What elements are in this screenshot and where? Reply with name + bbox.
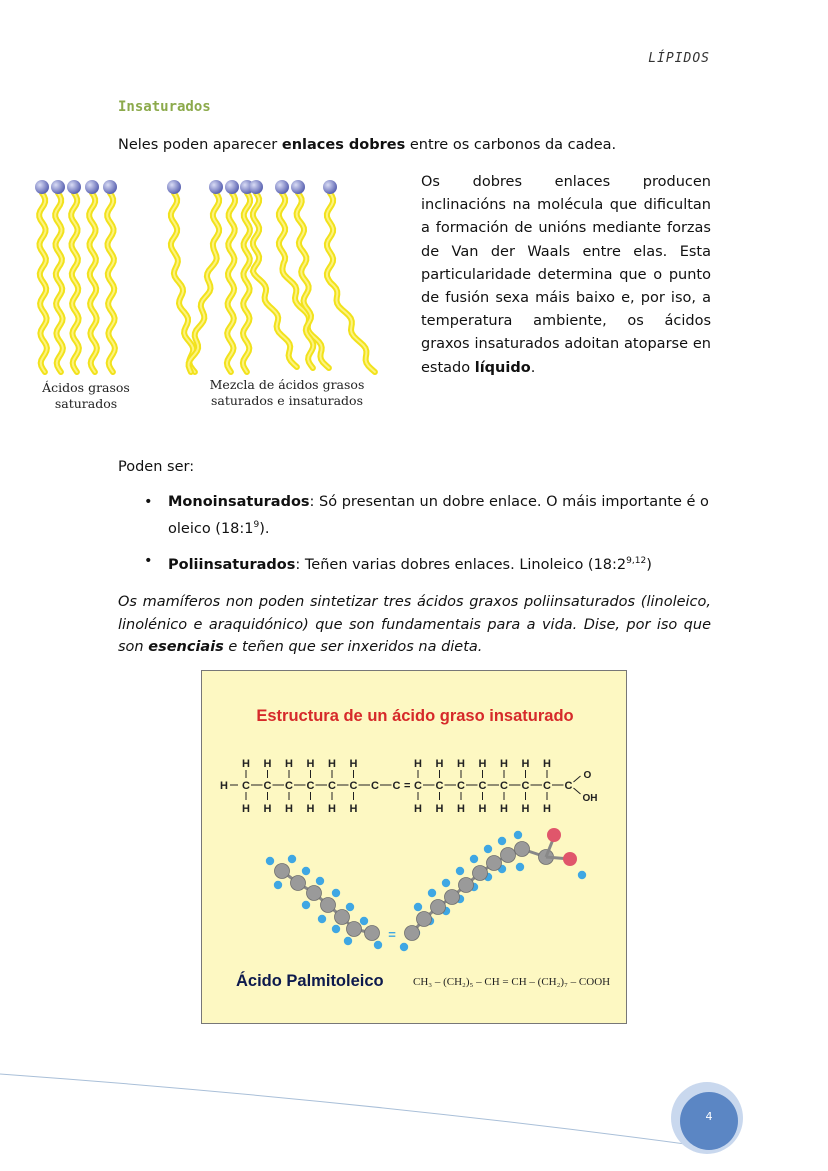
carbon-label: C [371,780,379,792]
double-bond-description [421,171,711,380]
polar-head-icon [67,180,81,194]
page-number: 4 [705,1110,713,1123]
bond [574,776,581,782]
bullet-icon: • [144,494,153,510]
polar-head-icon [85,180,99,194]
hydrogen-label: H [435,803,444,815]
hydroxyl-label: OH [582,793,598,804]
double-bond-icon: = [388,927,396,942]
hydrogen-label: H [349,803,358,815]
hydrogen-label: H [306,803,315,815]
intro-text: Neles poden aparecer [118,137,282,153]
hydrogen-label: H [500,758,508,770]
list-item-text: : Só presentan un dobre enlace. O máis importante é o oleico (18:1 [168,494,709,537]
list-item-superscript: 9,12 [626,556,647,566]
polar-head-icon [249,180,263,194]
carbon-atom-icon [275,864,290,879]
carbon-atom-icon [347,922,362,937]
polar-head-icon [167,180,181,194]
list-item-end: ) [646,556,652,573]
carbon-atom-icon [307,886,322,901]
carbon-atom-icon [417,912,432,927]
hydrogen-label: H [242,803,250,815]
ball-and-stick-model [266,828,586,951]
hydrogen-label: H [328,803,336,815]
hydrogen-label: H [242,758,250,770]
hydrogen-label: H [349,758,358,770]
hydrogen-atom-icon [442,879,450,887]
carbon-atom-icon [405,926,420,941]
hydrogen-label: H [500,803,508,815]
carbon-atom-icon [431,900,446,915]
bullet-icon: • [144,553,153,569]
hydrogen-atom-icon [414,903,422,911]
hydrogen-atom-icon [302,901,310,909]
polar-head-icon [275,180,289,194]
carbon-label: C [500,780,508,792]
hydrogen-atom-icon [316,877,324,885]
carbon-atom-icon [445,890,460,905]
list-item-term: Monoinsaturados [168,494,310,510]
hydrogen-atom-icon [400,943,408,951]
list-item-polyunsaturated [144,550,714,577]
hydrogen-atom-icon [360,917,368,925]
acid-name: Ácido Palmitoleico [236,972,384,990]
polar-head-icon [51,180,65,194]
intro-text-end: entre os carbonos da cadea. [405,137,617,153]
carbon-label: C [349,780,358,792]
fatty-acid-chains-illustration [34,172,394,382]
carbon-label: C [328,780,336,792]
hydrogen-atom-icon [332,925,340,933]
hydrogen-label: H [285,758,293,770]
hydrogen-label: H [263,758,272,770]
polar-head-icon [323,180,337,194]
carbon-atom-icon [501,848,516,863]
hydrogen-label: H [521,758,530,770]
hydrogen-label: H [521,803,530,815]
hydrogen-label: H [435,758,444,770]
carbon-label: C [306,780,315,792]
hydrogen-atom-icon [302,867,310,875]
carbon-atom-icon [459,878,474,893]
lipid-tail [327,193,375,372]
carbon-label: C [285,780,293,792]
hydrogen-label: H [457,803,465,815]
polar-head-icon [291,180,305,194]
note-text: Os mamíferos non poden sintetizar tres ácidos graxos poliinsaturados (linoleico, linolénico e araquidónico) que son fundamentais para a vida. Dise, por iso que son [118,594,711,655]
list-item-term: Poliinsaturados [168,556,296,573]
oxygen-label: O [583,770,592,781]
section-title: Insaturados [118,99,211,115]
hydrogen-atom-icon [332,889,340,897]
double-bond: = [404,780,411,792]
running-header: LÍPIDOS [648,51,710,66]
carbon-label: C [478,780,487,792]
hydrogen-atom-icon [288,855,296,863]
note-bold: esenciais [148,639,224,655]
polar-head-icon [35,180,49,194]
carbon-label: C [392,780,401,792]
carbon-label: C [564,780,573,792]
list-item-monounsaturated [144,491,714,541]
hydrogen-label: H [478,758,487,770]
carbon-label: C [263,780,272,792]
hydrogen-label: H [306,758,315,770]
hydrogen-atom-icon [516,863,524,871]
hydrogen-label: H [478,803,487,815]
bond [574,788,581,794]
structural-formula-and-model [202,671,626,1023]
hydrogen-atom-icon [318,915,326,923]
hydrogen-label: H [457,758,465,770]
list-item-end: ). [259,520,270,537]
footer-line [0,1074,700,1146]
structural-formula [220,758,597,815]
essential-fatty-acids-note [118,591,711,659]
polar-head-icon [209,180,223,194]
carbon-label: C [543,780,551,792]
hydrogen-atom-icon [456,867,464,875]
hydrogen-atom-icon [498,837,506,845]
description-end: . [530,359,536,376]
carbon-atom-icon [335,910,350,925]
hydrogen-atom-icon [428,889,436,897]
carbon-label: C [457,780,465,792]
polar-head-icon [103,180,117,194]
carbon-label: C [435,780,444,792]
carbon-atom-icon [321,898,336,913]
intro-bold: enlaces dobres [281,137,406,153]
condensed-formula: CH₃ – (CH₂)₅ – CH = CH – (CH₂)₇ – COOH [413,976,611,988]
description-text: Os dobres enlaces producen inclinacións na molécula que dificultan a formación de unións mediante forzas de Van der Waals entre elas. Esta particularidade determina que o punto de fusión sexa máis baixo e, por iso, a temperatura ambiente, os ácidos graxos insaturados adoitan atoparse en estado [421,174,711,376]
figure-title: Estructura de un ácido graso insaturado [256,707,574,725]
hydrogen-atom-icon [484,845,492,853]
carbon-atom-icon [487,856,502,871]
hydrogen-label: H [220,780,228,792]
carbon-label: C [521,780,530,792]
carbon-atom-icon [365,926,380,941]
intro-paragraph [118,134,616,157]
types-intro: Poden ser: [118,459,195,475]
hydrogen-atom-icon [514,831,522,839]
hydrogen-label: H [543,803,551,815]
list-item-superscript: 9 [253,520,260,530]
carbon-label: C [242,780,250,792]
hydrogen-label: H [263,803,272,815]
hydrogen-label: H [328,758,336,770]
hydrogen-atom-icon [578,871,586,879]
note-text-end: e teñen que ser inxeridos na dieta. [223,639,483,655]
polar-head-icon [225,180,239,194]
hydrogen-atom-icon [274,881,282,889]
oxygen-atom-icon [563,852,577,866]
caption-saturated: Ácidos grasos saturados [42,380,130,411]
hydrogen-label: H [543,758,551,770]
hydrogen-atom-icon [346,903,354,911]
hydrogen-label: H [285,803,293,815]
caption-mixture: Mezcla de ácidos grasos saturados e insaturados [209,377,365,408]
palmitoleic-acid-figure [201,670,627,1024]
carbon-atom-icon [291,876,306,891]
oxygen-atom-icon [547,828,561,842]
carbon-atom-icon [473,866,488,881]
list-item-text: : Teñen varias dobres enlaces. Linoleico (18:2 [295,556,627,573]
hydrogen-label: H [414,803,422,815]
carbon-atom-icon [515,842,530,857]
hydrogen-atom-icon [266,857,274,865]
hydrogen-label: H [414,758,422,770]
lipid-chains [35,180,375,372]
carbon-label: C [414,780,422,792]
hydrogen-atom-icon [374,941,382,949]
description-bold: líquido [474,359,531,376]
hydrogen-atom-icon [344,937,352,945]
hydrogen-atom-icon [470,855,478,863]
